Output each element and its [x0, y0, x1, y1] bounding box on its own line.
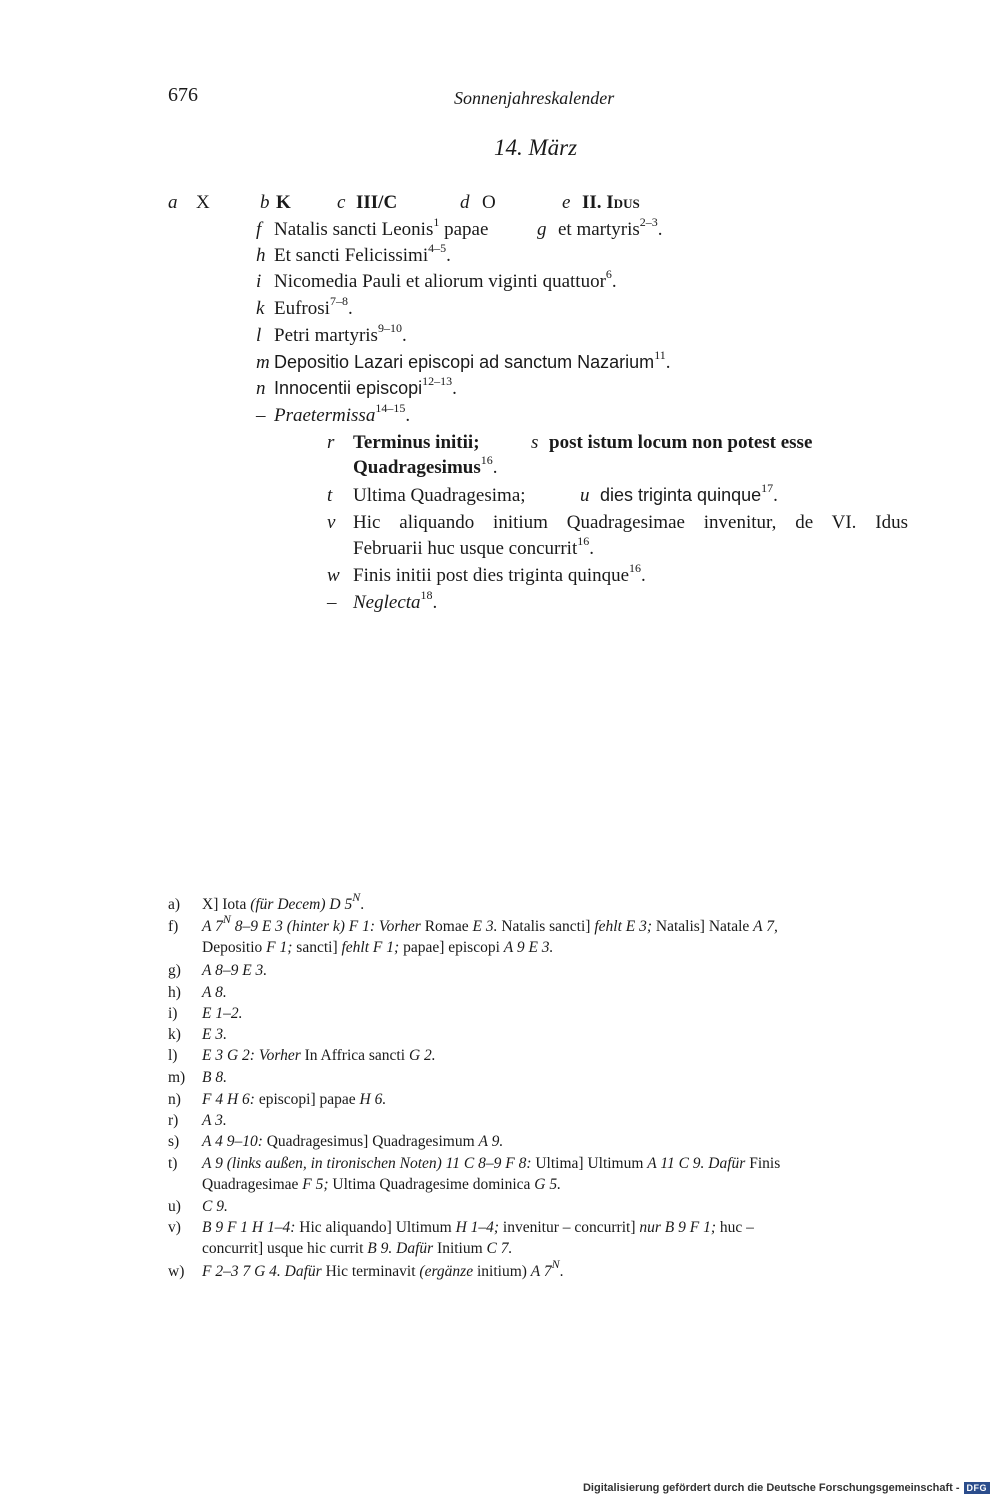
footnote-text: initium)	[476, 1263, 531, 1280]
footnote-text: huc –	[719, 1219, 754, 1236]
footnote-text: Depositio	[202, 939, 267, 956]
footnote-label: v)	[168, 1219, 181, 1236]
footnote-text: papae] episcopi	[403, 939, 504, 956]
entry-v-text2: Februarii huc usque concurrit	[353, 538, 578, 559]
entry-h-text: Et sancti Felicissimi	[274, 245, 429, 266]
entry-f-label: f	[256, 219, 262, 240]
footnote-label: i)	[168, 1005, 178, 1022]
calendar-row	[168, 192, 178, 214]
footnote-sigla: A 8–9 E 3.	[202, 962, 268, 979]
entry-h-period: .	[446, 245, 451, 266]
label-d: d	[460, 192, 470, 213]
footnote-label: f)	[168, 918, 179, 935]
value-c: III/C	[356, 192, 398, 213]
entry-i	[256, 266, 617, 293]
credit-text: Digitalisierung gefördert durch die Deutsche Forschungsgemeinschaft -	[582, 1482, 960, 1494]
label-b: b	[260, 192, 270, 213]
entry-s-period: .	[492, 457, 498, 478]
footnote-text: Hic aliquando] Ultimum	[299, 1219, 456, 1236]
footnote-sigla: E 3.	[472, 918, 502, 935]
footnote-text: concurrit] usque hic currit	[202, 1240, 368, 1257]
running-title: Sonnenjahreskalender	[454, 88, 615, 108]
footnote-sigla: A 11 C 9. Dafür	[647, 1155, 750, 1172]
dfg-logo: DFG	[964, 1482, 991, 1494]
entry-s-cont	[353, 452, 498, 479]
entry-i-label: i	[256, 271, 262, 292]
footnote-sigla: B 9. Dafür	[367, 1240, 438, 1257]
footnote-sup: N	[222, 911, 231, 926]
footnote-sigla: A 9 E 3.	[503, 939, 554, 956]
entry-dash1-period: .	[405, 405, 411, 426]
footnote-period: .	[360, 896, 365, 913]
footnote-sigla: nur B 9 F 1;	[639, 1219, 720, 1236]
entry-praetermissa	[256, 400, 411, 427]
footnote-label: h)	[168, 984, 181, 1001]
footnote-text: Finis	[749, 1155, 781, 1172]
entry-w	[327, 560, 646, 587]
footnote-sigla: (für Decem) D 5	[250, 896, 353, 913]
entry-v-period: .	[589, 538, 594, 559]
footnote-text: Hic terminavit	[325, 1263, 420, 1280]
entry-f-sup: 1	[433, 214, 440, 229]
footnote-text: Ultima Quadragesime dominica	[332, 1176, 535, 1193]
footnote-text: invenitur – concurrit]	[502, 1219, 640, 1236]
footnote-label: a)	[168, 896, 181, 913]
entry-l-period: .	[401, 325, 407, 346]
entry-l-sup: 9–10	[377, 320, 402, 335]
entry-s-text: post istum locum non potest esse	[549, 432, 813, 453]
entry-v-text: Hic aliquando initium Quadragesimae invenitur, de VI. Idus	[353, 512, 908, 533]
entry-m	[256, 347, 671, 374]
entry-l	[256, 320, 407, 347]
entry-v-label: v	[327, 512, 336, 533]
entry-k-period: .	[347, 298, 353, 319]
footnote-label: t)	[168, 1155, 178, 1172]
entry-w-label: w	[327, 565, 340, 586]
entry-r-label: r	[327, 432, 335, 453]
footnote-sigla: fehlt F 1;	[341, 939, 404, 956]
entry-g	[537, 214, 663, 241]
entry-v	[327, 512, 908, 534]
footnote-text: In Affrica sancti	[304, 1047, 409, 1064]
entry-t	[327, 485, 526, 507]
entry-k-label: k	[256, 298, 265, 319]
entry-u-sup: 17	[761, 480, 774, 495]
footnote-text: Natalis sancti]	[501, 918, 595, 935]
entry-m-period: .	[665, 352, 671, 373]
footnote-sigla: A 7,	[753, 918, 778, 935]
entry-w-sup: 16	[629, 560, 642, 575]
entry-n-sup: 12–13	[422, 373, 453, 388]
footnote-label: l)	[168, 1047, 178, 1064]
entry-u	[580, 480, 778, 507]
footnote-sup: N	[551, 1256, 560, 1271]
label-c: c	[337, 192, 346, 213]
footnote-sigla: H 6.	[359, 1091, 387, 1108]
footnote-sigla: E 1–2.	[202, 1005, 243, 1022]
label-a: a	[168, 192, 178, 213]
entry-neglecta	[327, 587, 438, 614]
value-a: X	[196, 192, 210, 213]
entry-dash1-text: Praetermissa	[274, 405, 376, 426]
entry-h-label: h	[256, 245, 266, 266]
footnote-sigla: A 3.	[202, 1112, 227, 1129]
entry-k-text: Eufrosi	[274, 298, 330, 319]
entry-i-sup: 6	[605, 266, 612, 281]
entry-h	[256, 240, 451, 267]
value-d: O	[482, 192, 496, 213]
footnote-text: Natalis] Natale	[655, 918, 754, 935]
footnote-sup: N	[352, 889, 361, 904]
footnote-sigla: E 3 G 2: Vorher	[202, 1047, 305, 1064]
footnote-sigla: A 9.	[478, 1133, 504, 1150]
footnote-text: episcopi] papae	[258, 1091, 360, 1108]
entry-s	[531, 432, 812, 454]
footnote-label: k)	[168, 1026, 181, 1043]
entry-n	[256, 373, 457, 400]
entry-f-text2: papae	[439, 219, 489, 240]
entry-l-text: Petri martyris	[274, 325, 378, 346]
footnote-sigla: A 7	[202, 918, 223, 935]
footnote-label: n)	[168, 1091, 181, 1108]
footnote-sigla: C 7.	[486, 1240, 513, 1257]
footnote-text: X] Iota	[202, 896, 251, 913]
entry-m-text: Depositio Lazari episcopi ad sanctum Nazarium	[274, 352, 655, 372]
entry-g-sup: 2–3	[639, 214, 658, 229]
entry-u-period: .	[773, 485, 778, 506]
value-b: K	[276, 192, 291, 213]
footnote-sigla: F 5;	[302, 1176, 333, 1193]
entry-n-text: Innocentii episcopi	[274, 378, 423, 398]
entry-u-label: u	[580, 485, 590, 506]
footnote-sigla: 8–9 E 3 (hinter k) F 1: Vorher	[230, 918, 425, 935]
entry-r-text: Terminus initii;	[353, 432, 480, 453]
entry-dash2-period: .	[432, 592, 438, 613]
entry-dash2-label: –	[327, 592, 337, 613]
entry-t-text: Ultima Quadragesima;	[353, 485, 526, 506]
footnote-text: sancti]	[296, 939, 342, 956]
entry-k-sup: 7–8	[329, 293, 348, 308]
footnote-label: m)	[168, 1069, 186, 1086]
entry-g-label: g	[537, 219, 547, 240]
entry-f	[256, 214, 489, 241]
entry-w-period: .	[641, 565, 646, 586]
entry-g-period: .	[657, 219, 663, 240]
footnote-sigla: G 5.	[534, 1176, 561, 1193]
entry-w-text: Finis initii post dies triginta quinque	[353, 565, 630, 586]
footnote-sigla: A 9 (links außen, in tironischen Noten) 11 C 8–9 F 8:	[202, 1155, 536, 1172]
footnote-text: Quadragesimae	[202, 1176, 303, 1193]
entry-n-label: n	[256, 378, 266, 399]
entry-n-period: .	[452, 378, 457, 399]
entry-k	[256, 293, 353, 320]
footnote-label: s)	[168, 1133, 180, 1150]
entry-m-sup: 11	[654, 347, 666, 362]
footnote-sigla: E 3.	[202, 1026, 227, 1043]
label-e: e	[562, 192, 571, 213]
entry-s-text2: Quadragesimus	[353, 457, 481, 478]
entry-i-text: Nicomedia Pauli et aliorum viginti quattuor	[274, 271, 606, 292]
entry-s-label: s	[531, 432, 539, 453]
footnote-sigla: A 8.	[202, 984, 227, 1001]
footnote-sigla: A 4 9–10:	[202, 1133, 267, 1150]
entry-l-label: l	[256, 325, 262, 346]
date-heading: 14. März	[494, 135, 578, 160]
entry-dash2-text: Neglecta	[353, 592, 421, 613]
footnote-sigla: G 2.	[408, 1047, 436, 1064]
entry-dash2-sup: 18	[420, 587, 433, 602]
entry-m-label: m	[256, 352, 270, 373]
page-number: 676	[168, 84, 198, 106]
footnote-sigla: C 9.	[202, 1198, 228, 1215]
entry-dash1-sup: 14–15	[375, 400, 406, 415]
footnote-sigla: F 1;	[266, 939, 297, 956]
footnote-sigla: B 8.	[202, 1069, 227, 1086]
entry-u-text: dies triginta quinque	[600, 485, 762, 505]
footnote-label: r)	[168, 1112, 179, 1129]
footnote-sigla: (ergänze	[419, 1263, 477, 1280]
footnote-sigla: F 4 H 6:	[202, 1091, 259, 1108]
footnote-text: Ultima] Ultimum	[535, 1155, 648, 1172]
entry-s-sup: 16	[480, 452, 493, 467]
value-e: II. Idus	[582, 192, 640, 213]
entry-r	[327, 432, 480, 454]
entry-f-text: Natalis sancti Leonis	[274, 219, 434, 240]
footnote-sigla: A 7	[530, 1263, 552, 1280]
entry-v-cont	[353, 533, 594, 560]
footnote-text: Quadragesimus] Quadragesimum	[266, 1133, 479, 1150]
footnote-label: w)	[168, 1263, 185, 1280]
footnote-label: g)	[168, 962, 181, 979]
footnote-text: Initium	[437, 1240, 487, 1257]
entry-h-sup: 4–5	[428, 240, 447, 255]
entry-t-label: t	[327, 485, 333, 506]
entry-dash1-label: –	[256, 405, 266, 426]
footnote-label: u)	[168, 1198, 181, 1215]
entry-g-text: et martyris	[558, 219, 640, 240]
footnote-period: .	[559, 1263, 564, 1280]
entry-v-sup: 16	[577, 533, 590, 548]
footnote-text: Romae	[424, 918, 473, 935]
footnote-sigla: B 9 F 1 H 1–4:	[202, 1219, 300, 1236]
footnote-sigla: fehlt E 3;	[594, 918, 656, 935]
entry-i-period: .	[611, 271, 617, 292]
footnote-sigla: F 2–3 7 G 4. Dafür	[202, 1263, 326, 1280]
footnote-sigla: H 1–4;	[455, 1219, 503, 1236]
dfg-credit	[583, 1482, 990, 1494]
